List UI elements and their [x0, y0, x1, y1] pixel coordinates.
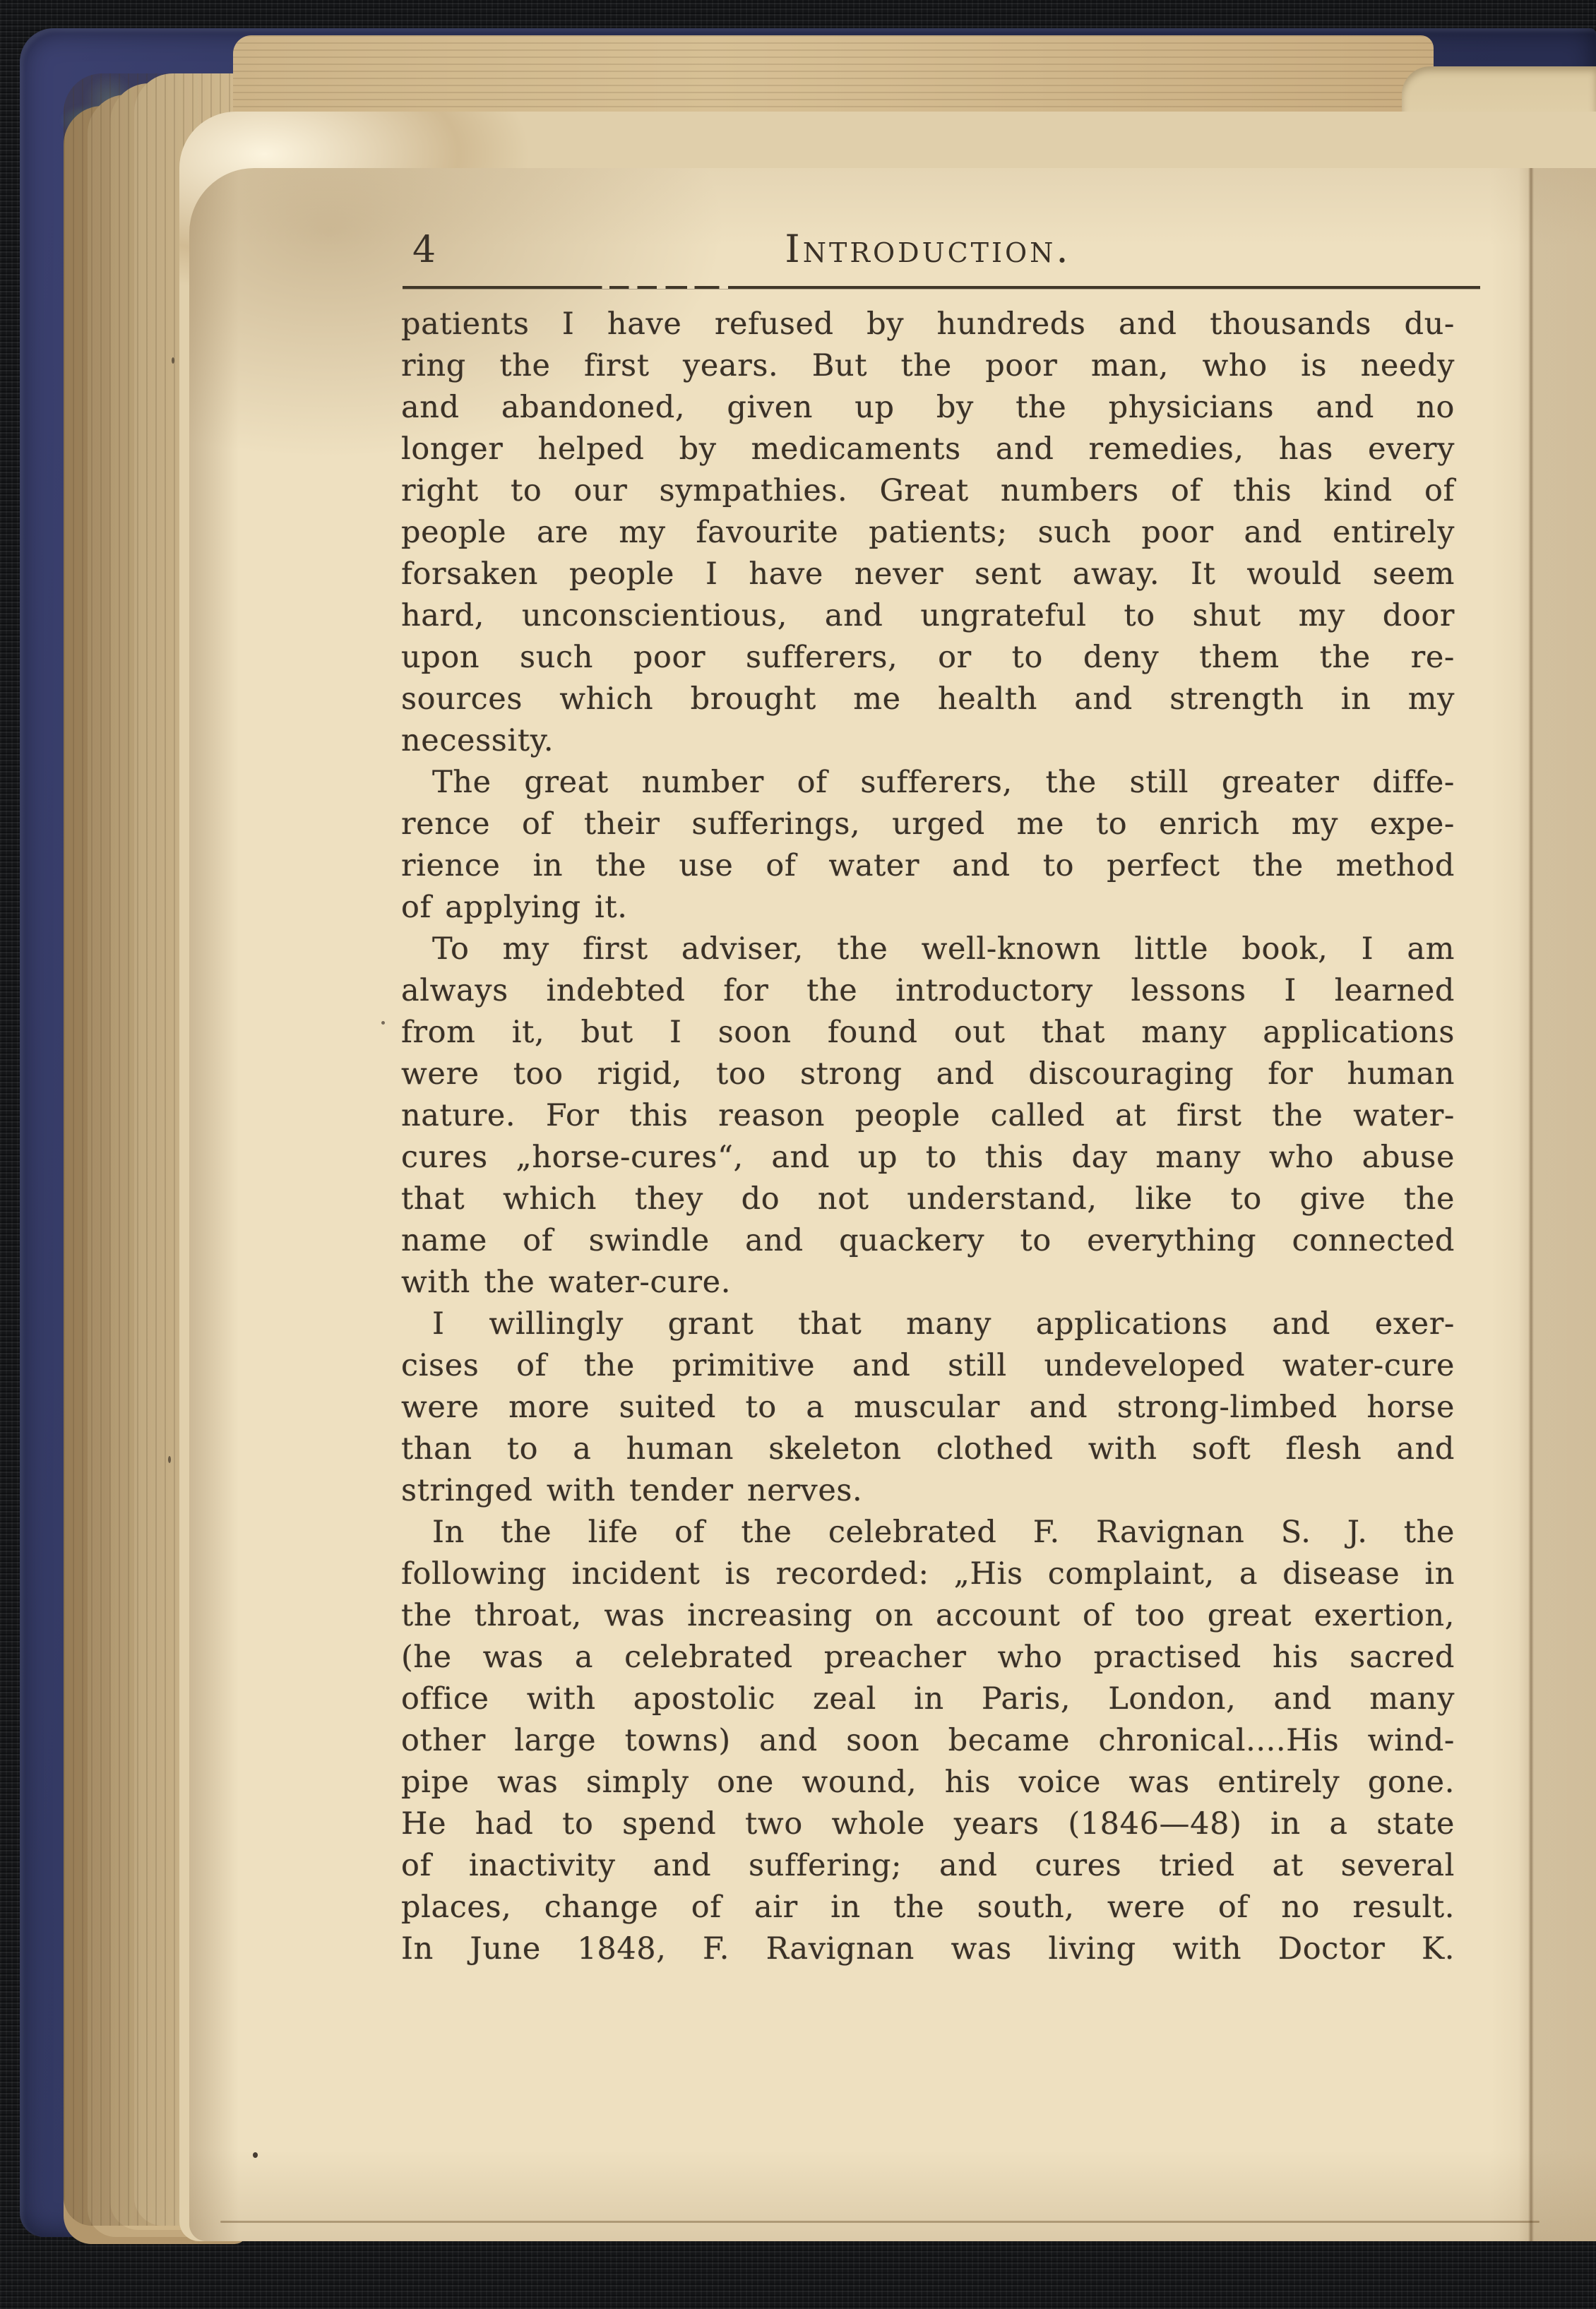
text-line: hard, unconscientious, and ungrateful to shut my door [401, 598, 1455, 633]
text-line: name of swindle and quackery to everything connected [401, 1223, 1455, 1258]
text-line: with the water-cure. [401, 1265, 731, 1300]
text-line: than to a human skeleton clothed with soft flesh and [401, 1431, 1455, 1467]
ink-speck [381, 1021, 385, 1025]
ink-speck [253, 2152, 258, 2158]
ink-speck [168, 1456, 171, 1463]
text-line: In June 1848, F. Ravignan was living with Doctor K. [401, 1931, 1455, 1967]
text-line: and abandoned, given up by the physicians and no [401, 390, 1455, 425]
text-line: office with apostolic zeal in Paris, London, and many [401, 1681, 1455, 1717]
text-line: necessity. [401, 723, 554, 758]
text-line: The great number of sufferers, the still greater diffe- [432, 765, 1455, 800]
text-line: I willingly grant that many applications and exer- [432, 1306, 1455, 1342]
text-line: following incident is recorded: „His complaint, a disease in [401, 1556, 1455, 1592]
text-line: rence of their sufferings, urged me to enrich my expe- [401, 806, 1455, 842]
text-line: from it, but I soon found out that many applications [401, 1015, 1455, 1050]
text-line: ring the first years. But the poor man, who is needy [401, 348, 1455, 383]
text-line: cises of the primitive and still undeveloped water-cure [401, 1348, 1455, 1383]
text-line: places, change of air in the south, were of no result. [401, 1890, 1455, 1925]
printed-text-block [401, 227, 1455, 1967]
text-line: sources which brought me health and strength in my [401, 681, 1455, 717]
text-line: He had to spend two whole years (1846—48) in a state [401, 1806, 1455, 1842]
text-line: (he was a celebrated preacher who practised his sacred [401, 1640, 1455, 1675]
text-line: other large towns) and soon became chronical....His wind- [401, 1723, 1455, 1758]
text-line: rience in the use of water and to perfect the method [401, 848, 1455, 883]
text-line: stringed with tender nerves. [401, 1473, 863, 1508]
page-number: 4 [412, 229, 436, 271]
text-line: that which they do not understand, like to give the [401, 1181, 1455, 1217]
text-line: To my first adviser, the well-known little book, I am [432, 931, 1455, 967]
text-line: forsaken people I have never sent away. It would seem [401, 556, 1455, 592]
text-line: of applying it. [401, 890, 628, 925]
text-line: people are my favourite patients; such poor and entirely [401, 515, 1455, 550]
text-line: patients I have refused by hundreds and thousands du- [401, 306, 1455, 342]
ink-speck [172, 357, 174, 364]
text-line: pipe was simply one wound, his voice was entirely gone. [401, 1765, 1455, 1800]
text-line: longer helped by medicaments and remedies, has every [401, 431, 1455, 467]
body-text [401, 304, 1455, 1970]
text-line: of inactivity and suffering; and cures tried at several [401, 1848, 1455, 1883]
running-title: Introduction. [785, 227, 1071, 271]
gutter-crease [1518, 168, 1596, 2241]
header-rule [403, 286, 1480, 289]
text-line: right to our sympathies. Great numbers of this kind of [401, 473, 1455, 508]
text-line: always indebted for the introductory lessons I learned [401, 973, 1455, 1008]
text-line: upon such poor sufferers, or to deny them the re- [401, 640, 1455, 675]
text-line: cures „horse-cures“, and up to this day many who abuse [401, 1140, 1455, 1175]
text-line: In the life of the celebrated F. Ravignan S. J. the [432, 1515, 1455, 1550]
text-line: the throat, was increasing on account of too great exertion, [401, 1598, 1455, 1633]
text-line: were too rigid, too strong and discouraging for human [401, 1056, 1455, 1092]
text-line: were more suited to a muscular and strong-limbed horse [401, 1390, 1455, 1425]
page-header [401, 227, 1455, 287]
text-line: nature. For this reason people called at first the water- [401, 1098, 1455, 1133]
